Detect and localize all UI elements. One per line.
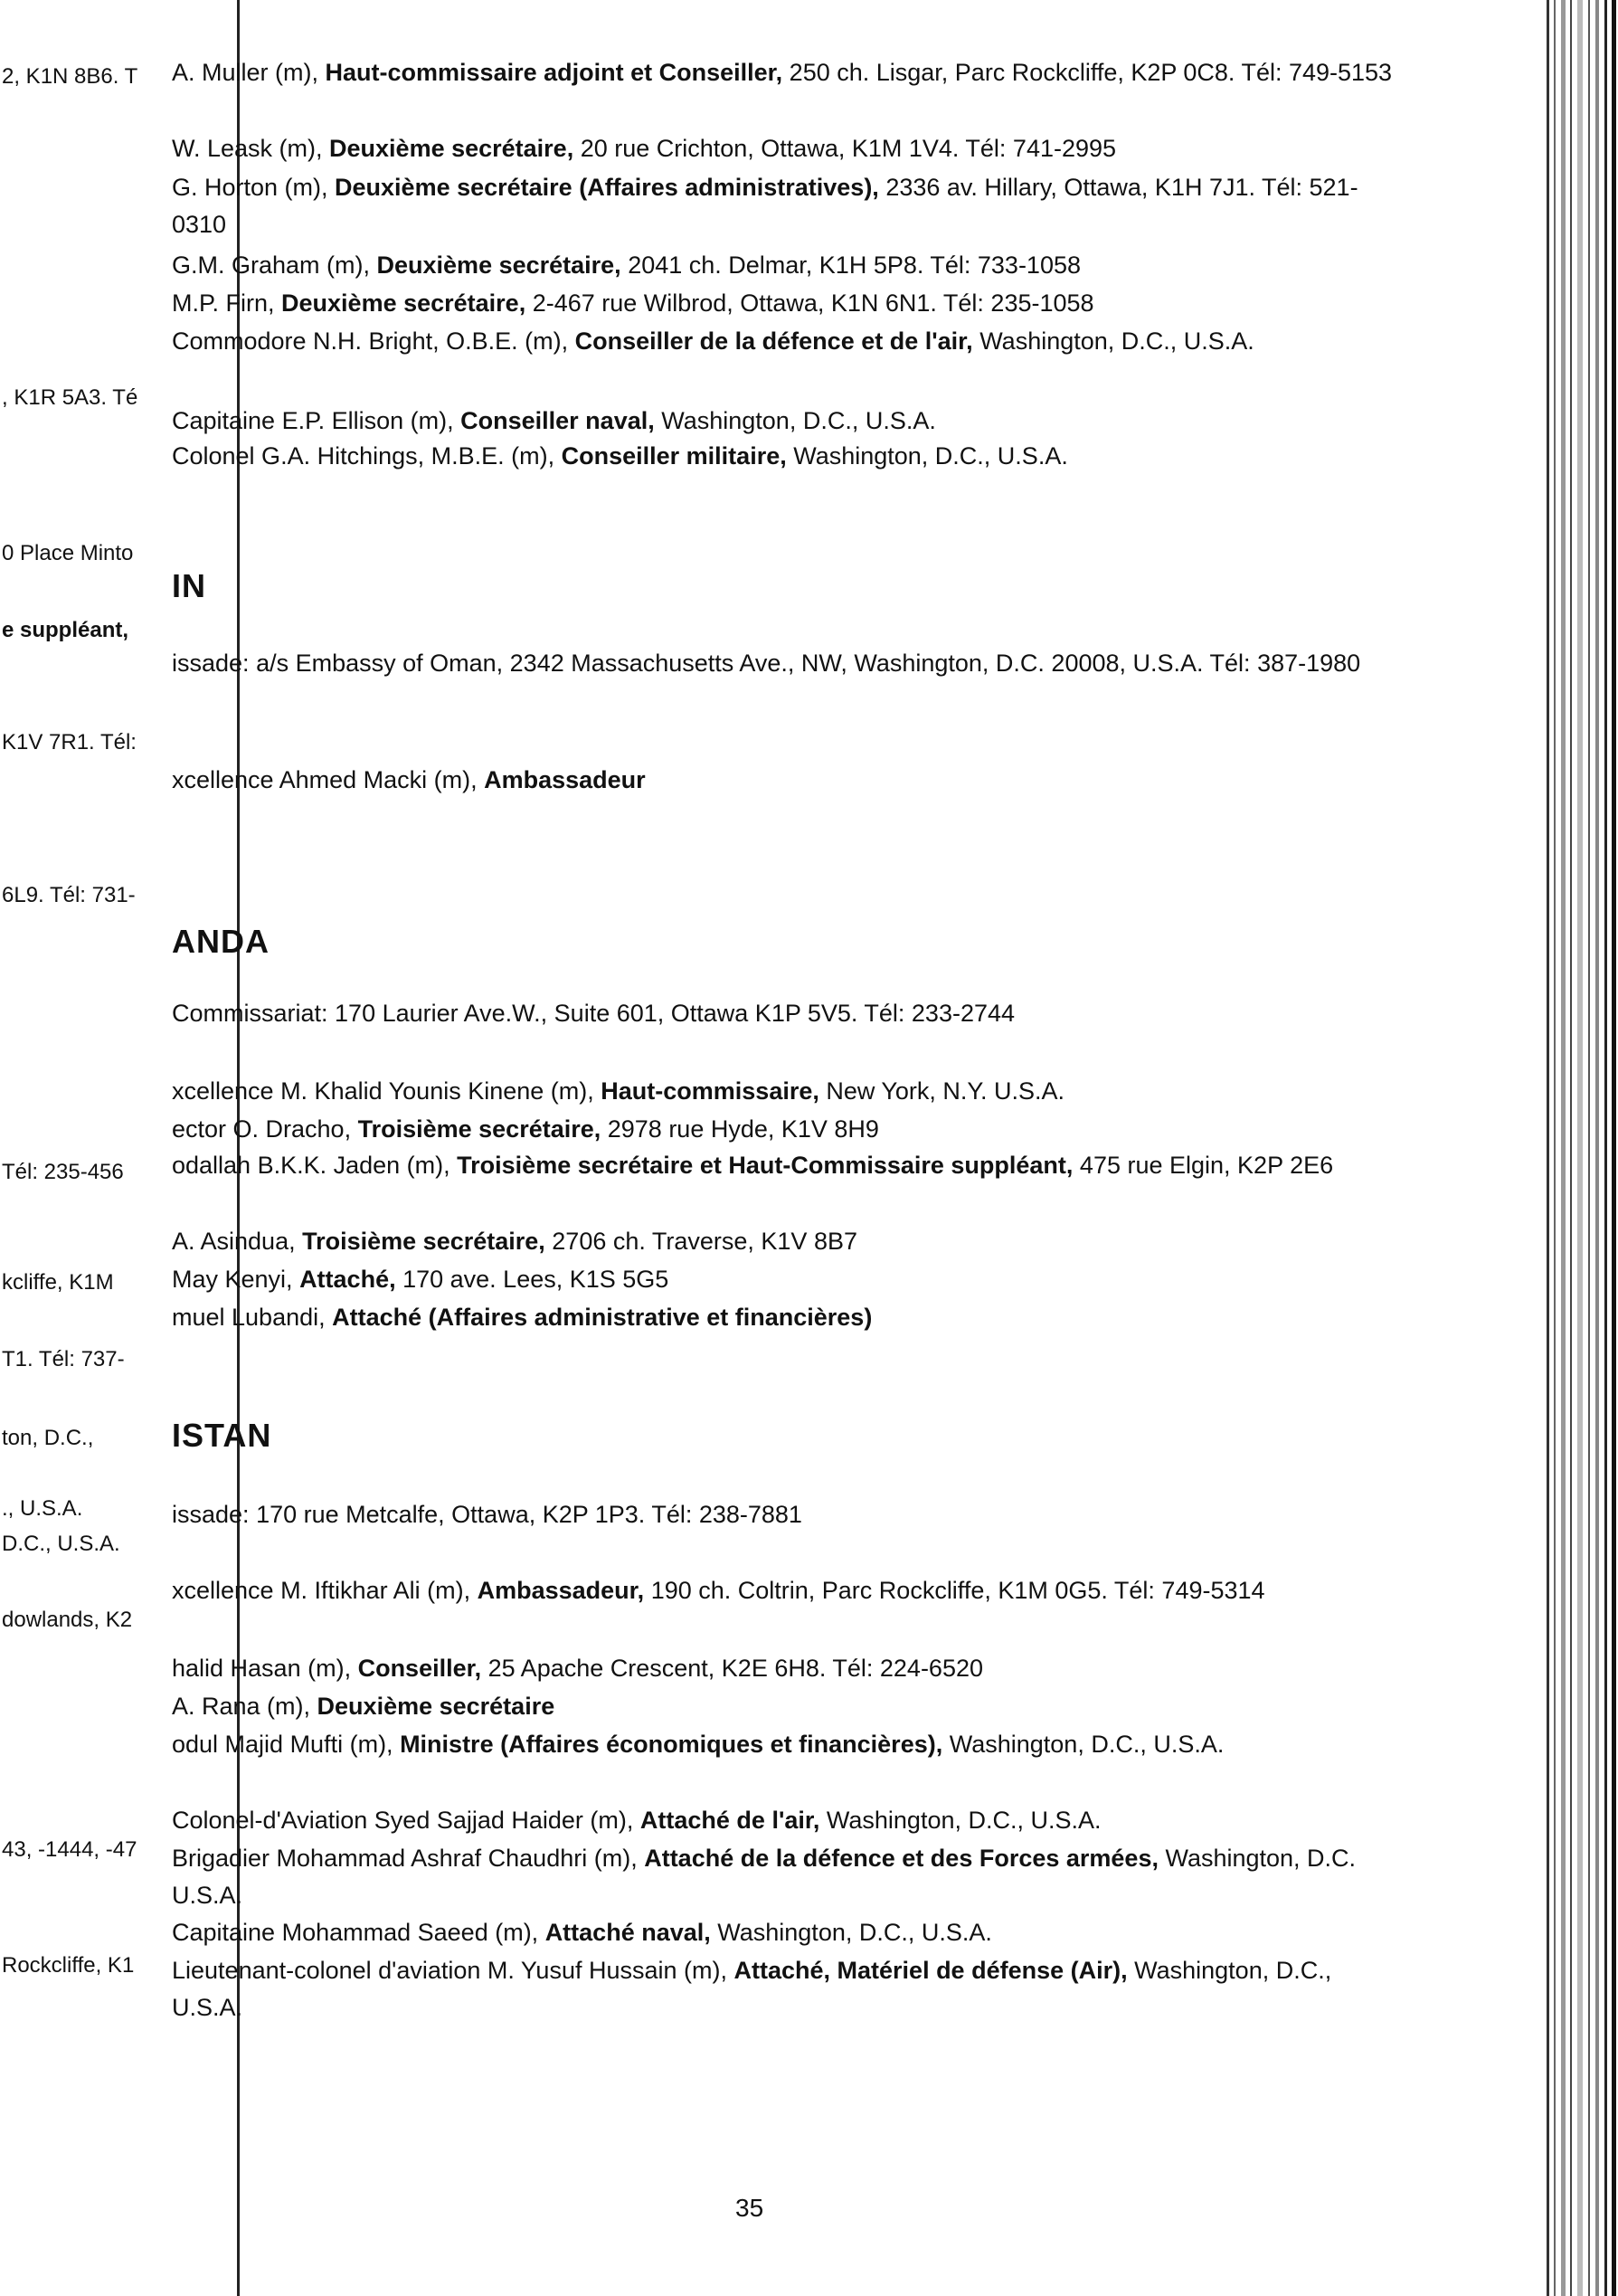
directory-entry: May Kenyi, Attaché, 170 ave. Lees, K1S 5G5	[172, 1266, 669, 1293]
directory-entry: xcellence M. Iftikhar Ali (m), Ambassadeur, 190 ch. Coltrin, Parc Rockcliffe, K1M 0G5. Tél: 749-5314	[172, 1577, 1265, 1604]
directory-entry: G.M. Graham (m), Deuxième secrétaire, 2041 ch. Delmar, K1H 5P8. Tél: 733-1058	[172, 251, 1081, 279]
adjacent-line: , K1R 5A3. Té	[2, 385, 138, 410]
directory-entry: M.P. Firn, Deuxième secrétaire, 2-467 rue Wilbrod, Ottawa, K1N 6N1. Tél: 235-1058	[172, 289, 1094, 317]
directory-entry: muel Lubandi, Attaché (Affaires administrative et financières)	[172, 1304, 873, 1331]
adjacent-line: D.C., U.S.A.	[2, 1532, 120, 1556]
adjacent-line: kcliffe, K1M	[2, 1270, 114, 1295]
adjacent-line: T1. Tél: 737-	[2, 1347, 125, 1371]
directory-entry: A. Muller (m), Haut-commissaire adjoint et Conseiller, 250 ch. Lisgar, Parc Rockcliffe, K2P 0C8. Tél: 749-5153	[172, 59, 1393, 86]
adjacent-line: 2, K1N 8B6. T	[2, 64, 138, 89]
adjacent-line: Tél: 235-456	[2, 1160, 124, 1184]
adjacent-line: 43, -1444, -47	[2, 1837, 137, 1862]
directory-entry: Colonel G.A. Hitchings, M.B.E. (m), Conseiller militaire, Washington, D.C., U.S.A.	[172, 442, 1068, 470]
adjacent-line: e suppléant,	[2, 618, 129, 642]
directory-entry: xcellence Ahmed Macki (m), Ambassadeur	[172, 766, 646, 793]
embassy-address: issade: a/s Embassy of Oman, 2342 Massachusetts Ave., NW, Washington, D.C. 20008, U.S.A. Tél: 387-1980	[172, 650, 1361, 677]
adjacent-line: 0 Place Minto	[2, 541, 134, 565]
directory-entry: W. Leask (m), Deuxième secrétaire, 20 rue Crichton, Ottawa, K1M 1V4. Tél: 741-2995	[172, 135, 1117, 162]
directory-entry: Capitaine E.P. Ellison (m), Conseiller naval, Washington, D.C., U.S.A.	[172, 407, 936, 434]
embassy-address: Commissariat: 170 Laurier Ave.W., Suite 601, Ottawa K1P 5V5. Tél: 233-2744	[172, 1000, 1016, 1027]
binding-edge	[1543, 0, 1618, 2296]
adjacent-line: dowlands, K2	[2, 1608, 133, 1632]
directory-entry: Colonel-d'Aviation Syed Sajjad Haider (m), Attaché de l'air, Washington, D.C., U.S.A.	[172, 1807, 1102, 1834]
country-heading: ANDA	[172, 923, 270, 960]
directory-entry: Capitaine Mohammad Saeed (m), Attaché naval, Washington, D.C., U.S.A.	[172, 1919, 992, 1946]
directory-entry: A. Rana (m), Deuxième secrétaire	[172, 1693, 555, 1720]
directory-entry: odallah B.K.K. Jaden (m), Troisième secrétaire et Haut-Commissaire suppléant, 475 rue Elgin, K2P 2E6	[172, 1152, 1334, 1179]
directory-entry: ector O. Dracho, Troisième secrétaire, 2978 rue Hyde, K1V 8H9	[172, 1115, 879, 1143]
directory-entry: xcellence M. Khalid Younis Kinene (m), Haut-commissaire, New York, N.Y. U.S.A.	[172, 1077, 1064, 1105]
adjacent-line: 6L9. Tél: 731-	[2, 883, 136, 907]
adjacent-line: ton, D.C.,	[2, 1426, 94, 1450]
directory-entry: Lieutenant-colonel d'aviation M. Yusuf Hussain (m), Attaché, Matériel de défense (Air), Washington, D.C., U.S.A.	[172, 1957, 1332, 2021]
directory-entry: G. Horton (m), Deuxième secrétaire (Affaires administratives), 2336 av. Hillary, Ottawa, K1H 7J1. Tél: 521-0310	[172, 174, 1358, 238]
directory-entry: A. Asindua, Troisième secrétaire, 2706 ch. Traverse, K1V 8B7	[172, 1228, 857, 1255]
embassy-address: issade: 170 rue Metcalfe, Ottawa, K2P 1P3. Tél: 238-7881	[172, 1501, 802, 1528]
country-heading: ISTAN	[172, 1417, 272, 1454]
page-number: 35	[735, 2194, 764, 2222]
adjacent-line: K1V 7R1. Tél:	[2, 730, 137, 754]
adjacent-page-column	[0, 0, 177, 2296]
directory-entry: halid Hasan (m), Conseiller, 25 Apache Crescent, K2E 6H8. Tél: 224-6520	[172, 1655, 983, 1682]
adjacent-line: ., U.S.A.	[2, 1496, 83, 1521]
directory-entry: Brigadier Mohammad Ashraf Chaudhri (m), Attaché de la défence et des Forces armées, Washington, D.C. U.S.A.	[172, 1845, 1357, 1909]
country-heading: IN	[172, 567, 206, 604]
adjacent-line: Rockcliffe, K1	[2, 1953, 135, 1978]
directory-entry: odul Majid Mufti (m), Ministre (Affaires économiques et financières), Washington, D.C., U.S.A.	[172, 1731, 1225, 1758]
directory-entry: Commodore N.H. Bright, O.B.E. (m), Conseiller de la défence et de l'air, Washington, D.C., U.S.A.	[172, 327, 1254, 355]
